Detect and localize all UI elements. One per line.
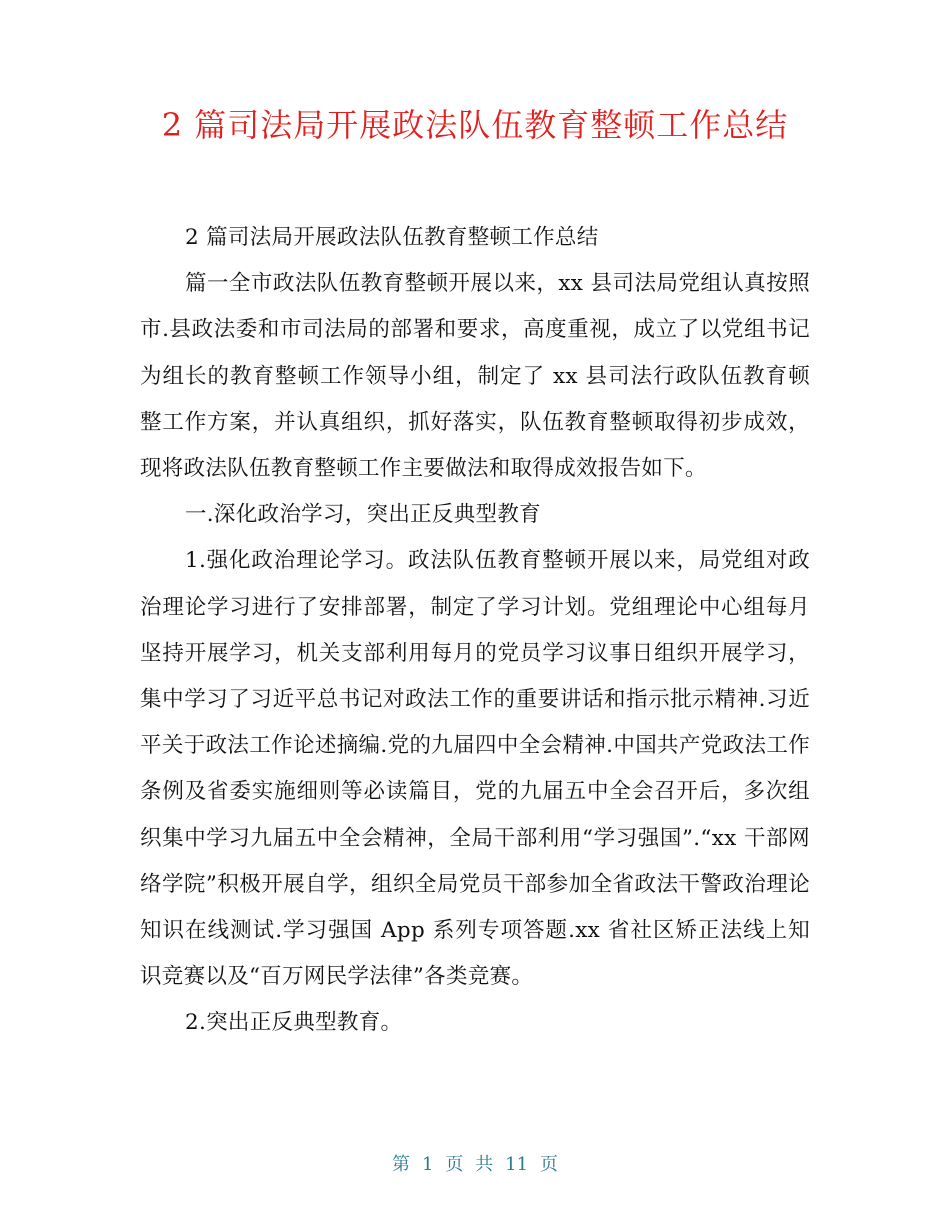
document-body <box>140 215 810 1047</box>
footer-total-pages: 11 <box>505 1154 529 1175</box>
paragraph-point-2: 2.突出正反典型教育。 <box>185 1010 403 1036</box>
paragraph-point-1: 1.强化政治理论学习。政法队伍教育整顿开展以来，局党组对政治理论学习进行了安排部署，制定了学习计划。党组理论中心组每月坚持开展学习，机关支部利用每月的党员学习议事日组织开展学习，集中学习了习近平总书记对政法工作的重要讲话和指示批示精神.习近平关于政法工作论述摘编.党的九届四中全会精神.中国共产党政法工作条例及省委实施细则等必读篇目，党的九届五中全会召开后，多次组织集中学习九届五中全会精神，全局干部利用“学习强国”.“xx 干部网络学院”积极开展自学，组织全局党员干部参加全省政法干警政治理论知识在线测试.学习强国 App 系列专项答题.xx 省社区矫正法线上知识竞赛以及“百万网民学法律”各类竞赛。 <box>140 548 810 990</box>
footer-page-number: 1 <box>421 1154 434 1175</box>
document-title: 2 篇司法局开展政法队伍教育整顿工作总结 <box>161 106 789 144</box>
paragraph-intro: 篇一全市政法队伍教育整顿开展以来，xx 县司法局党组认真按照市.县政法委和市司法局的部署和要求，高度重视，成立了以党组书记为组长的教育整顿工作领导小组，制定了 xx 县司法行政队伍教育顿整工作方案，并认真组织，抓好落实，队伍教育整顿取得初步成效，现将政法队伍教育整顿工作主要做法和取得成效报告如下。 <box>140 271 810 482</box>
footer-suffix: 页 <box>540 1154 559 1175</box>
paragraph-heading: 2 篇司法局开展政法队伍教育整顿工作总结 <box>185 225 599 250</box>
footer-prefix: 第 <box>391 1154 410 1175</box>
page-footer <box>0 1150 950 1176</box>
footer-middle: 页 共 <box>445 1154 494 1175</box>
paragraph-section-heading: 一.深化政治学习，突出正反典型教育 <box>185 502 541 528</box>
